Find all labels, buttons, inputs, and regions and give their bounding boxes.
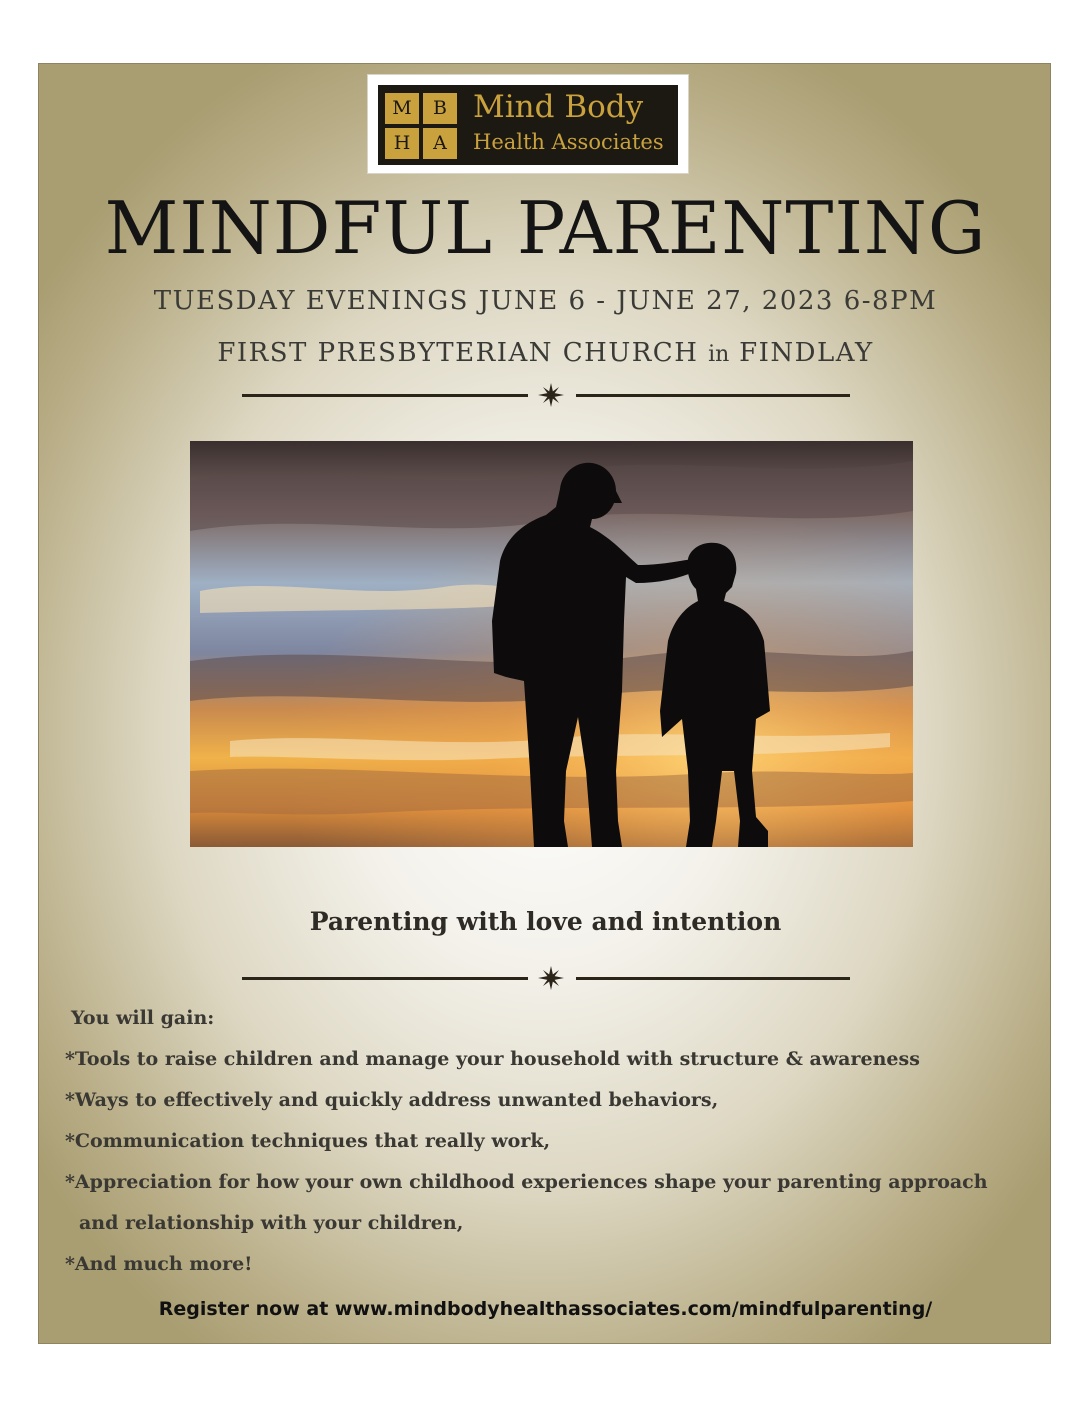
list-item: *And much more! [65, 1253, 253, 1275]
list-item: *Ways to effectively and quickly address unwanted behaviors, [65, 1089, 719, 1111]
location [39, 338, 1051, 368]
divider-bottom [242, 965, 850, 991]
divider-line-left [242, 977, 528, 980]
list-item-continuation: and relationship with your children, [79, 1212, 464, 1234]
logo-name-line2: Health Associates [473, 130, 664, 154]
flyer [38, 63, 1051, 1344]
divider-top [242, 382, 850, 408]
divider-line-right [576, 977, 850, 980]
register-link[interactable]: Register now at www.mindbodyhealthassociates.com/mindfulparenting/ [158, 1298, 933, 1320]
logo-name-line1: Mind Body [473, 89, 644, 125]
list-item: *Tools to raise children and manage your household with structure & awareness [65, 1048, 920, 1070]
logo [367, 74, 689, 174]
page-title: MINDFUL PARENTING [104, 186, 987, 270]
benefits-intro: You will gain: [71, 1007, 215, 1029]
list-item: *Appreciation for how your own childhood experiences shape your parenting approach [65, 1171, 988, 1193]
divider-line-right [576, 394, 850, 397]
starburst-icon [536, 965, 566, 991]
location-connector: in [708, 342, 730, 367]
logo-letter-a: A [423, 128, 457, 159]
logo-letter-h: H [385, 128, 419, 159]
benefits-list [65, 1002, 1045, 1289]
sunset-silhouette-photo [190, 441, 913, 847]
tagline: Parenting with love and intention [309, 907, 782, 936]
location-church: FIRST PRESBYTERIAN CHURCH [217, 338, 699, 368]
starburst-icon [536, 382, 566, 408]
schedule: TUESDAY EVENINGS JUNE 6 - JUNE 27, 2023 6-8PM [153, 286, 938, 316]
logo-grid [383, 90, 461, 162]
logo-letter-b: B [423, 93, 457, 124]
logo-panel [378, 85, 678, 165]
location-city: FINDLAY [739, 338, 874, 368]
divider-line-left [242, 394, 528, 397]
logo-letter-m: M [385, 93, 419, 124]
list-item: *Communication techniques that really work, [65, 1130, 551, 1152]
